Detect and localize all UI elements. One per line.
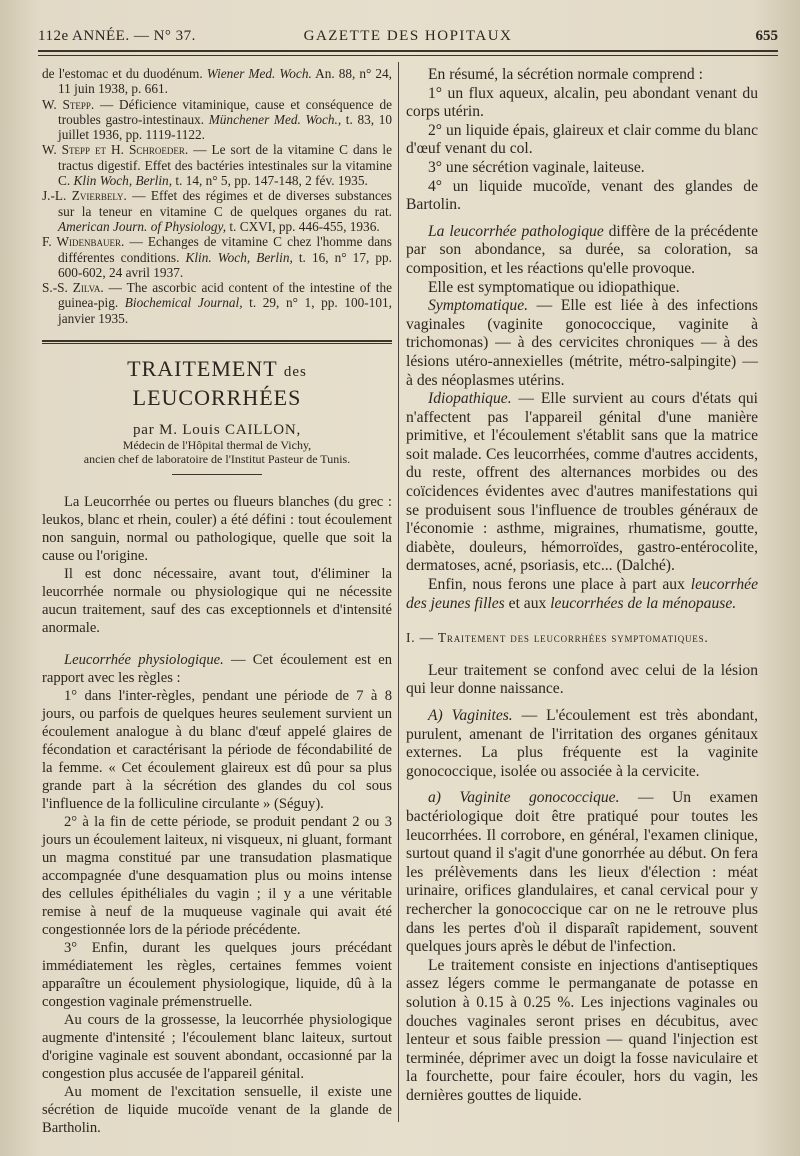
paragraph: Leucorrhée physiologique. — Cet écoulement est en rapport avec les règles : — [42, 652, 392, 687]
paragraph: 3° Enfin, durant les quelques jours précédant immédiatement les règles, certaines femmes voient apparaître un écoulement physiologique, liquide, dû à la congestion vaginale prémenstruelle. — [42, 940, 392, 1011]
author-affiliation: Médecin de l'Hôpital thermal de Vichy, — [122, 438, 312, 453]
paragraph: 1° dans l'inter-règles, pendant une période de 7 à 8 jours, ou parfois de quelques heures seulement survient un écoulement analogue à du blanc d'œuf appelé glaires de fécondation et caractérisant la période de fécondabilité de la femme. « Cet écoulement glaireux est dû pour sa plus grande part à la sécrétion des glandes du col sous l'influence de la folliculine circulante » (Séguy). — [42, 688, 392, 813]
right-column — [406, 66, 758, 1105]
author-affiliation: ancien chef de laboratoire de l'Institut Pasteur de Tunis. — [83, 451, 351, 466]
page-header — [38, 28, 778, 48]
reference-list — [42, 66, 392, 326]
article-title: TRAITEMENT des LEUCORRHÉES — [127, 356, 307, 411]
reference-item: S.-S. Zilva. — The ascorbic acid content of the intestine of the guinea-pig. Biochemical Journal, t. 29, n° 1, pp. 100-101, janvier 1935. — [42, 280, 392, 326]
section-heading: I. — Traitement des leucorrhées symptomatiques. — [406, 630, 709, 646]
paragraph: A) Vaginites. — L'écoulement est très abondant, purulent, amenant de l'irritation des organes génitaux externes. La plus fréquente est la vaginite gonococcique, isolée ou associée à la cervicite. — [406, 707, 758, 780]
reference-item: F. Widenbauer. — Echanges de vitamine C chez l'homme dans différentes conditions. Klin. Woch, Berlin, t. 16, n° 17, pp. 600-602, 24 avril 1937. — [42, 234, 392, 280]
paragraph: a) Vaginite gonococcique. — Un examen bactériologique doit être pratiqué pour toutes les leucorrhées. Il corrobore, en général, l'examen clinique, surtout quand il s'agit d'une gonorrhée au début. On fera les prélèvements dans les lieux d'élection : méat urinaire, orifices glandulaires, et canal cervical pour y rechercher la gonococcique car on ne le retrouve plus dans les pertes d'où il disparaît rapidement, souvent quelques jours après le début de l'infection. — [406, 789, 758, 956]
paragraph: La leucorrhée pathologique diffère de la précédente par son abondance, sa durée, sa coloration, sa composition, et les réactions qu'elle provoque. — [406, 222, 758, 277]
paragraph: 4° un liquide mucoïde, venant des glandes de Bartolin. — [406, 177, 758, 214]
journal-title: GAZETTE DES HOPITAUX — [303, 28, 513, 44]
paragraph: En résumé, la sécrétion normale comprend : — [428, 66, 703, 83]
paragraph: Leur traitement se confond avec celui de la lésion qui leur donne naissance. — [406, 661, 758, 698]
paragraph: Au cours de la grossesse, la leucorrhée physiologique augmente d'intensité ; l'écoulement blanc laiteux, surtout d'origine vaginale est souvent abondant, occasionné par la congestion plus accusée de l'appareil génital. — [42, 1012, 392, 1083]
left-column — [42, 66, 392, 1137]
paragraph: Symptomatique. — Elle est liée à des infections vaginales (vaginite gonococcique, vaginite à trichomonas) — à des cervicites chroniques — à des lésions utéro-annexielles (métrite, métro-salpingite) — à des néoplasmes utérins. — [406, 297, 758, 389]
paragraph: Il est donc nécessaire, avant tout, d'éliminer la leucorrhée normale ou physiologique qui ne nécessite aucun traitement, sauf des cas exceptionnels et d'intensité anormale. — [42, 566, 392, 637]
column-divider — [398, 62, 399, 1122]
section-rule — [42, 340, 392, 342]
paragraph: 1° un flux aqueux, alcalin, peu abondant venant du corps utérin. — [406, 84, 758, 121]
article-author: par M. Louis CAILLON, — [132, 422, 302, 439]
issue-number: 112e ANNÉE. — N° 37. — [38, 28, 196, 44]
header-rule — [38, 50, 778, 52]
title-rule — [172, 474, 262, 475]
reference-item: J.-L. Zvierbely. — Effet des régimes et de diverses substances sur la teneur en vitamine C de quelques organes du rat. American Journ. of Physiology, t. CXVI, pp. 446-455, 1936. — [42, 188, 392, 234]
paragraph: Le traitement consiste en injections d'antiseptiques assez légers comme le permanganate de potasse en solution à 0.15 à 0.25 %. Les injections vaginales ou douches vaginales seront prises en décubitus, avec lenteur et sous faible pression — quand l'injection est terminée, déprimer avec un doigt la fosse naviculaire et la fourchette, pour faire écouler, hors du vagin, les dernières gouttes de liquide. — [406, 956, 758, 1104]
reference-item: W. Stepp et H. Schroeder. — Le sort de la vitamine C dans le tractus digestif. Effet des bactéries intestinales sur la vitamine C. Klin Woch, Berlin, t. 14, n° 5, pp. 147-148, 2 fév. 1935. — [42, 142, 392, 189]
section-rule-thin — [42, 343, 392, 344]
paragraph: 2° un liquide épais, glaireux et clair comme du blanc d'œuf venant du col. — [406, 121, 758, 158]
paragraph: 3° une sécrétion vaginale, laiteuse. — [428, 158, 645, 176]
paragraph: Enfin, nous ferons une place à part aux leucorrhée des jeunes filles et aux leucorrhées de la ménopause. — [406, 576, 758, 612]
paragraph: La Leucorrhée ou pertes ou flueurs blanches (du grec : leukos, blanc et rhein, couler) a été défini : tout écoulement non sanguin, normal ou pathologique, quelle que soit la cause ou l'origine. — [42, 494, 392, 565]
reference-item: W. Stepp. — Déficience vitaminique, cause et conséquence de troubles gastro-intestinaux. Münchener Med. Woch., t. 83, 10 juillet 1936, pp. 1119-1122. — [42, 96, 392, 143]
paragraph: 2° à la fin de cette période, se produit pendant 2 ou 3 jours un écoulement laiteux, ni visqueux, ni gluant, formant un magma constitué par une transudation plasmatique accompagnée d'une desquamation plus ou moins intense des cellules épithéliales du vagin ; il y a une véritable remise à neuf de la muqueuse vaginale qui avait été congestionnée lors de la période précédente. — [42, 814, 392, 939]
page-number: 655 — [755, 28, 778, 44]
paragraph: Idiopathique. — Elle survient au cours d'états qui n'affectent pas l'appareil génital d'une manière primitive, et l'écoulement s'établit sans que la matrice soit malade. Ces leucorrhées, comme d'autres accidents, du reste, offrent des alternances morbides ou des coïcidences évidentes avec d'autres manifestations qui se produisent sous l'influence de troubles généraux de l'économie : asthme, migraines, rhumatisme, goutte, diabète, douleurs, hémorroïdes, gastro-entérocolite, dermatoses, acné, psoriasis, etc... (Dalché). — [406, 390, 758, 575]
paragraph: Elle est symptomatique ou idiopathique. — [428, 278, 680, 296]
paragraph: Au moment de l'excitation sensuelle, il existe une sécrétion de liquide mucoïde venant de la glande de Bartholin. — [42, 1084, 392, 1137]
reference-item: de l'estomac et du duodénum. Wiener Med. Woch. An. 88, n° 24, 11 juin 1938, p. 661. — [42, 66, 392, 97]
header-rule-thin — [38, 55, 778, 56]
